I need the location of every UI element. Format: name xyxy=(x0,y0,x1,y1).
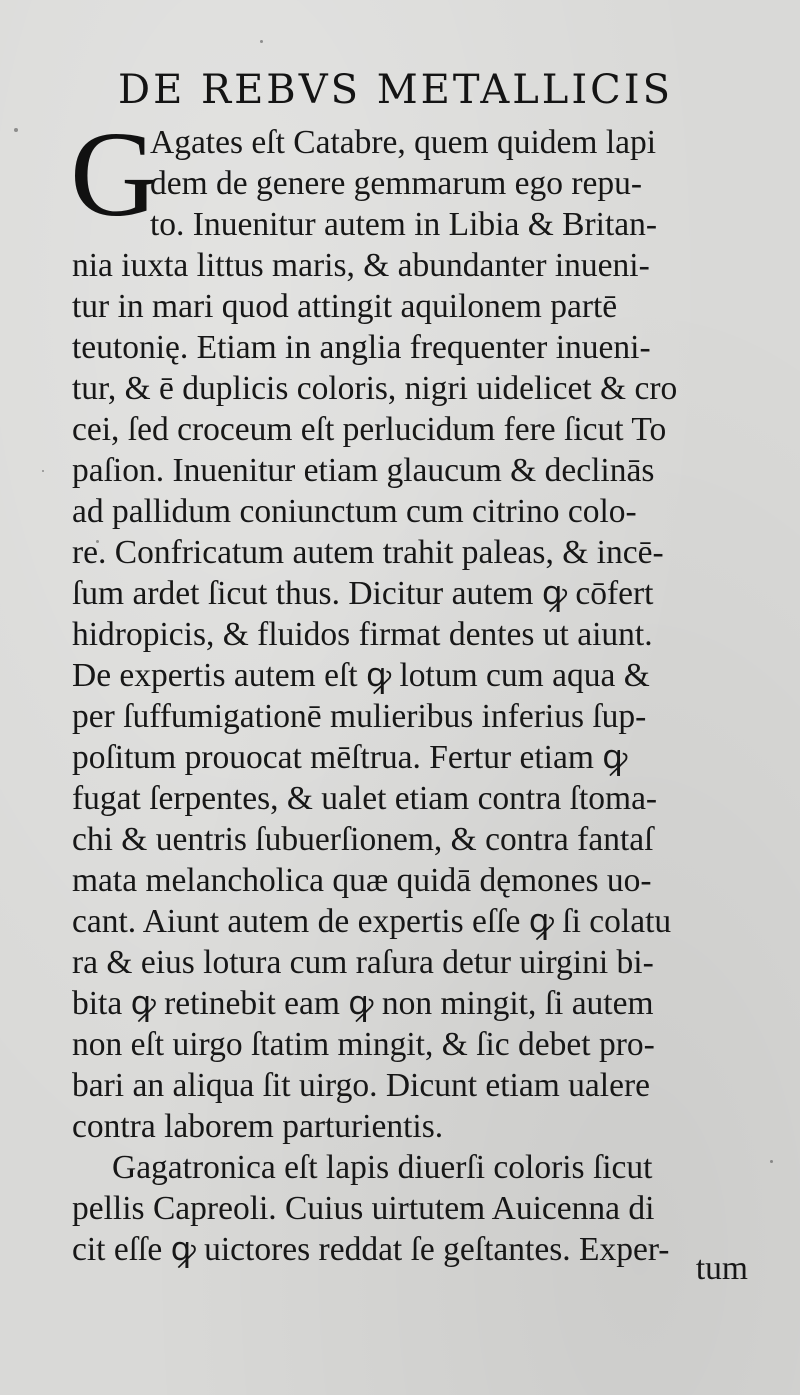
text-line: poſitum prouocat mēſtrua. Fertur etiam ꝙ xyxy=(72,739,628,776)
text-line: re. Confricatum autem trahit paleas, & incē- xyxy=(72,534,664,571)
paper-speck xyxy=(14,128,18,132)
text-line: hidropicis, & fluidos firmat dentes ut aiunt. xyxy=(72,616,653,653)
text-line: pellis Capreoli. Cuius uirtutem Auicenna di xyxy=(72,1190,655,1227)
paper-speck xyxy=(260,40,263,43)
catchword: tum xyxy=(695,1250,748,1287)
text-line: tur in mari quod attingit aquilonem partē xyxy=(72,288,618,325)
text-line: Agates eſt Catabre, quem quidem lapi xyxy=(150,124,657,161)
text-line: per ſuffumigationē mulieribus inferius ſup- xyxy=(72,698,647,735)
text-line: mata melancholica quæ quidā dęmones uo- xyxy=(72,862,652,899)
text-line: Gagatronica eſt lapis diuerſi coloris ſicut xyxy=(112,1149,653,1186)
text-line: non eſt uirgo ſtatim mingit, & ſic debet pro- xyxy=(72,1026,655,1063)
text-line: cei, ſed croceum eſt perlucidum fere ſicut To xyxy=(72,411,667,448)
text-line: fugat ſerpentes, & ualet etiam contra ſtoma- xyxy=(72,780,658,817)
text-line: bita ꝙ retinebit eam ꝙ non mingit, ſi autem xyxy=(72,985,654,1022)
paper-speck xyxy=(42,470,44,472)
text-line: bari an aliqua ſit uirgo. Dicunt etiam ualere xyxy=(72,1067,650,1104)
running-head: DE REBVS METALLICIS xyxy=(118,67,673,113)
text-line: ra & eius lotura cum raſura detur uirgini bi- xyxy=(72,944,654,981)
text-line: to. Inuenitur autem in Libia & Britan- xyxy=(150,206,658,243)
text-line: contra laborem parturientis. xyxy=(72,1108,444,1145)
text-line: ſum ardet ſicut thus. Dicitur autem ꝙ cōfert xyxy=(72,575,654,612)
text-line: nia iuxta littus maris, & abundanter inueni- xyxy=(72,247,650,284)
text-line: ad pallidum coniunctum cum citrino colo- xyxy=(72,493,637,530)
text-line: chi & uentris ſubuerſionem, & contra fantaſ xyxy=(72,821,654,858)
text-line: tur, & ē duplicis coloris, nigri uidelicet & cro xyxy=(72,370,678,407)
initial-letter: G xyxy=(70,107,159,242)
text-line: dem de genere gemmarum ego repu- xyxy=(150,165,643,202)
text-line: teutonię. Etiam in anglia frequenter inueni- xyxy=(72,329,651,366)
text-line: cit eſſe ꝙ uictores reddat ſe geſtantes. Exper- xyxy=(72,1231,670,1268)
text-line: De expertis autem eſt ꝙ lotum cum aqua & xyxy=(72,657,650,694)
text-line: paſion. Inuenitur etiam glaucum & declinās xyxy=(72,452,655,489)
text-line: cant. Aiunt autem de expertis eſſe ꝙ ſi colatu xyxy=(72,903,672,940)
paper-speck xyxy=(770,1160,773,1163)
